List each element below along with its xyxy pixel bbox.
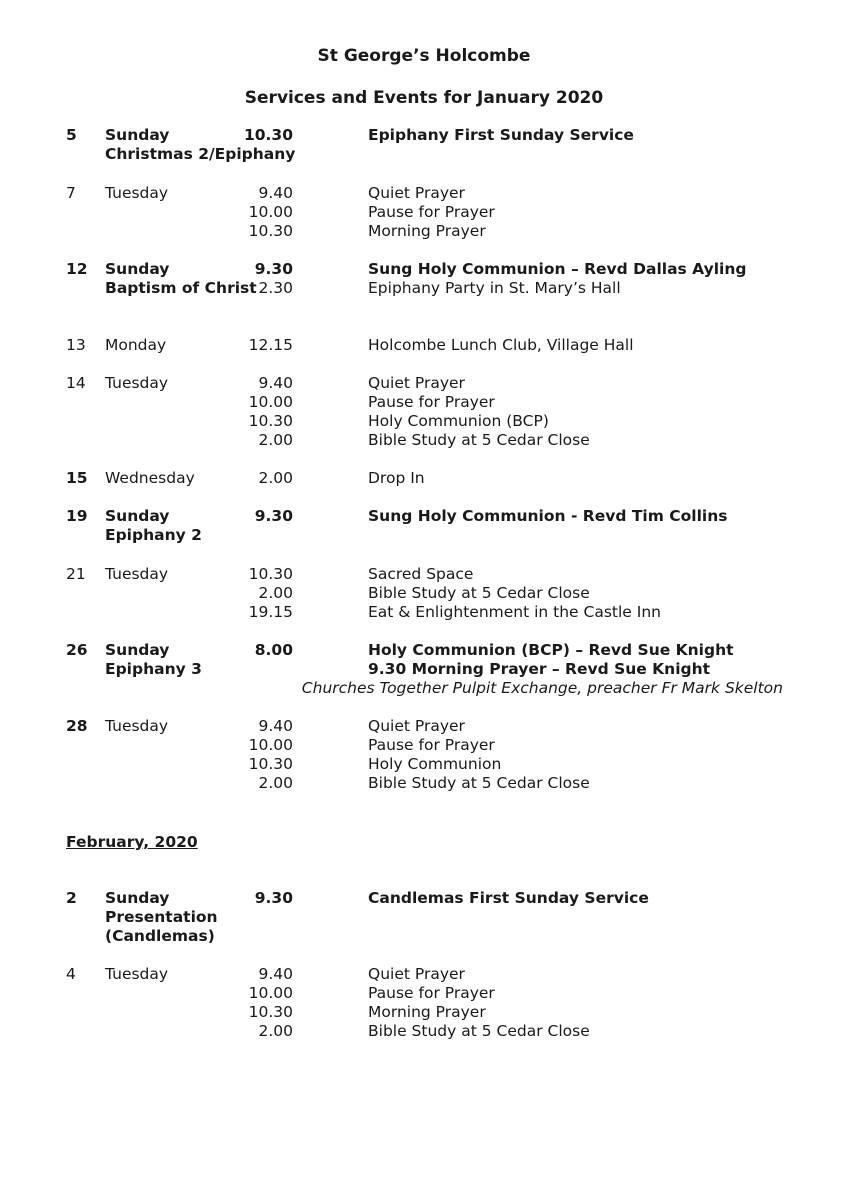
entry-line xyxy=(0,927,848,946)
entry-line xyxy=(0,336,848,355)
entry-line xyxy=(0,603,848,622)
entry-line xyxy=(0,526,848,545)
event-description: Holy Communion (BCP) xyxy=(368,412,549,430)
event-description: Pause for Prayer xyxy=(368,203,495,221)
event-description: Quiet Prayer xyxy=(368,965,465,983)
entry-line xyxy=(0,279,848,298)
day-number: 28 xyxy=(66,717,88,735)
entry-line xyxy=(0,717,848,736)
day-of-week: Sunday xyxy=(105,641,170,659)
day-number: 7 xyxy=(66,184,76,202)
entry-line xyxy=(0,222,848,241)
schedule-entry xyxy=(0,374,848,450)
event-time: 9.30 xyxy=(254,260,293,278)
event-time: 2.00 xyxy=(258,774,293,792)
entry-line xyxy=(0,1022,848,1041)
event-time: 9.30 xyxy=(254,507,293,525)
day-number: 15 xyxy=(66,469,88,487)
schedule-entry xyxy=(0,336,848,355)
event-description: Eat & Enlightenment in the Castle Inn xyxy=(368,603,661,621)
event-description: Morning Prayer xyxy=(368,1003,486,1021)
event-time: 9.30 xyxy=(254,889,293,907)
entry-line xyxy=(0,507,848,526)
event-time: 10.30 xyxy=(243,126,293,144)
event-time: 10.00 xyxy=(248,736,293,754)
day-of-week: Tuesday xyxy=(105,717,169,735)
event-description: Bible Study at 5 Cedar Close xyxy=(368,431,590,449)
event-description: Pause for Prayer xyxy=(368,984,495,1002)
day-of-week: Tuesday xyxy=(105,565,169,583)
entry-line xyxy=(0,641,848,660)
day-number: 14 xyxy=(66,374,86,392)
event-description: Quiet Prayer xyxy=(368,717,465,735)
event-time: 9.40 xyxy=(258,965,293,983)
day-of-week: Sunday xyxy=(105,507,170,525)
day-of-week: Sunday xyxy=(105,126,170,144)
page-title: Services and Events for January 2020 xyxy=(244,88,604,108)
event-description: Candlemas First Sunday Service xyxy=(368,889,649,907)
event-description: Sung Holy Communion - Revd Tim Collins xyxy=(368,507,728,525)
liturgical-day: Epiphany 2 xyxy=(105,526,202,544)
event-time: 2.30 xyxy=(258,279,293,297)
event-description: Holcombe Lunch Club, Village Hall xyxy=(368,336,634,354)
liturgical-day: (Candlemas) xyxy=(105,927,215,945)
day-number: 19 xyxy=(66,507,88,525)
schedule-entry xyxy=(0,507,848,545)
event-description: Morning Prayer xyxy=(368,222,486,240)
event-description: 9.30 Morning Prayer – Revd Sue Knight xyxy=(368,660,711,678)
event-time: 10.30 xyxy=(248,755,293,773)
entry-line xyxy=(0,469,848,488)
day-of-week: Tuesday xyxy=(105,965,169,983)
event-description: Holy Communion xyxy=(368,755,502,773)
event-time: 10.30 xyxy=(248,1003,293,1021)
entry-line xyxy=(0,965,848,984)
entry-line xyxy=(0,584,848,603)
event-description: Sung Holy Communion – Revd Dallas Ayling xyxy=(368,260,747,278)
event-description: Pause for Prayer xyxy=(368,393,495,411)
event-description: Holy Communion (BCP) – Revd Sue Knight xyxy=(368,641,734,659)
event-description: Bible Study at 5 Cedar Close xyxy=(368,584,590,602)
event-description: Pause for Prayer xyxy=(368,736,495,754)
february-heading: February, 2020 xyxy=(66,833,198,851)
event-time: 10.30 xyxy=(248,222,293,240)
event-time: 10.30 xyxy=(248,412,293,430)
schedule-entry xyxy=(0,260,848,298)
event-description: Quiet Prayer xyxy=(368,374,465,392)
event-time: 9.40 xyxy=(258,184,293,202)
event-time: 10.00 xyxy=(248,984,293,1002)
entry-line xyxy=(0,660,848,679)
entry-line xyxy=(0,126,848,145)
entry-line xyxy=(0,260,848,279)
schedule-entry xyxy=(0,889,848,946)
day-number: 12 xyxy=(66,260,88,278)
entry-line xyxy=(0,679,848,698)
liturgical-day: Baptism of Christ xyxy=(105,279,257,297)
schedule-entry xyxy=(0,565,848,622)
day-of-week: Monday xyxy=(105,336,167,354)
day-number: 13 xyxy=(66,336,86,354)
day-of-week: Wednesday xyxy=(105,469,195,487)
schedule-entry xyxy=(0,641,848,698)
liturgical-day: Christmas 2/Epiphany xyxy=(105,145,296,163)
schedule-entry xyxy=(0,717,848,793)
event-description: Bible Study at 5 Cedar Close xyxy=(368,1022,590,1040)
schedule-entry xyxy=(0,469,848,488)
entry-line xyxy=(0,412,848,431)
event-time: 2.00 xyxy=(258,1022,293,1040)
event-description: Epiphany First Sunday Service xyxy=(368,126,634,144)
liturgical-day: Epiphany 3 xyxy=(105,660,202,678)
entry-line xyxy=(0,184,848,203)
event-time: 2.00 xyxy=(258,584,293,602)
liturgical-day: Presentation xyxy=(105,908,218,926)
schedule-entry xyxy=(0,965,848,1041)
event-description: Epiphany Party in St. Mary’s Hall xyxy=(368,279,621,297)
event-time: 2.00 xyxy=(258,431,293,449)
entry-line xyxy=(0,374,848,393)
event-time: 9.40 xyxy=(258,374,293,392)
schedule-entry xyxy=(0,126,848,164)
day-of-week: Tuesday xyxy=(105,184,169,202)
entry-line xyxy=(0,565,848,584)
event-time: 10.00 xyxy=(248,203,293,221)
entry-line xyxy=(0,1003,848,1022)
entry-line xyxy=(0,889,848,908)
event-description: Drop In xyxy=(368,469,425,487)
entry-line xyxy=(0,431,848,450)
event-time: 10.00 xyxy=(248,393,293,411)
event-description: Bible Study at 5 Cedar Close xyxy=(368,774,590,792)
day-number: 4 xyxy=(66,965,76,983)
entry-line xyxy=(0,908,848,927)
schedule-entry xyxy=(0,184,848,241)
day-number: 21 xyxy=(66,565,86,583)
church-name: St George’s Holcombe xyxy=(317,46,531,66)
event-description: Quiet Prayer xyxy=(368,184,465,202)
event-time: 2.00 xyxy=(258,469,293,487)
event-time: 8.00 xyxy=(254,641,293,659)
event-note: Churches Together Pulpit Exchange, preacher Fr Mark Skelton xyxy=(301,679,783,697)
event-time: 10.30 xyxy=(248,565,293,583)
event-description: Sacred Space xyxy=(368,565,474,583)
day-of-week: Sunday xyxy=(105,889,170,907)
entry-line xyxy=(0,393,848,412)
entry-line xyxy=(0,145,848,164)
day-number: 26 xyxy=(66,641,88,659)
entry-line xyxy=(0,984,848,1003)
entry-line xyxy=(0,774,848,793)
day-number: 5 xyxy=(66,126,77,144)
event-time: 19.15 xyxy=(248,603,293,621)
event-time: 12.15 xyxy=(248,336,293,354)
day-of-week: Sunday xyxy=(105,260,170,278)
entry-line xyxy=(0,755,848,774)
entry-line xyxy=(0,203,848,222)
day-of-week: Tuesday xyxy=(105,374,169,392)
day-number: 2 xyxy=(66,889,77,907)
entry-line xyxy=(0,736,848,755)
event-time: 9.40 xyxy=(258,717,293,735)
